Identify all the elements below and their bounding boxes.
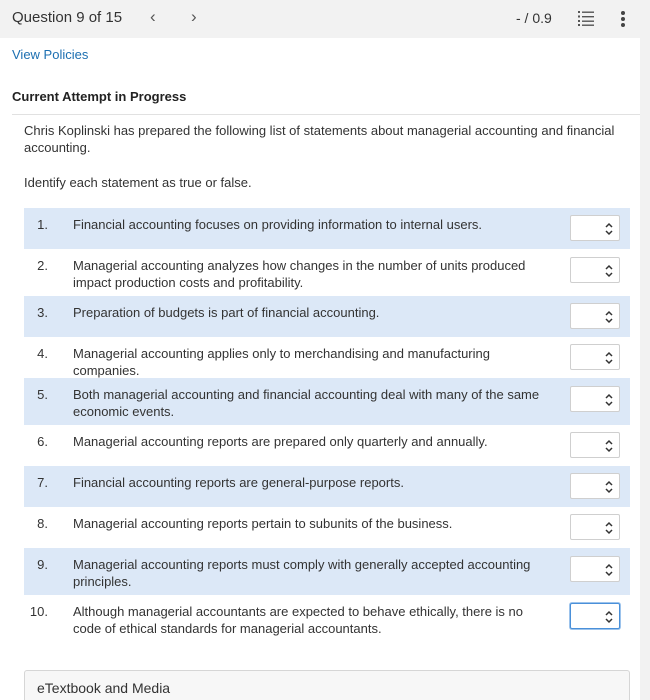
score-display: - / 0.9 bbox=[516, 10, 552, 26]
true-false-select[interactable] bbox=[570, 257, 620, 283]
table-row bbox=[24, 507, 630, 548]
question-instruction: Identify each statement as true or false. bbox=[24, 175, 252, 190]
table-row bbox=[24, 425, 630, 466]
statement-text: Managerial accounting applies only to merchandising and manufacturing companies. bbox=[73, 346, 490, 378]
question-panel bbox=[0, 38, 640, 700]
true-false-select[interactable] bbox=[570, 344, 620, 370]
true-false-select[interactable] bbox=[570, 473, 620, 499]
table-row bbox=[24, 208, 630, 249]
statement-number: 10. bbox=[29, 604, 48, 619]
question-intro: Chris Koplinski has prepared the following list of statements about managerial accounting and financial accounting. bbox=[24, 123, 615, 155]
question-header bbox=[0, 0, 650, 38]
table-row bbox=[24, 296, 630, 337]
chevron-up-down-icon bbox=[604, 563, 614, 577]
statement-text: Managerial accounting reports pertain to subunits of the business. bbox=[73, 516, 453, 531]
statement-number: 6. bbox=[37, 434, 48, 449]
chevron-up-down-icon bbox=[604, 439, 614, 453]
statement-text: Although managerial accountants are expected to behave ethically, there is no code of ethical standards for managerial accountants. bbox=[73, 604, 523, 636]
statement-text: Financial accounting focuses on providing information to internal users. bbox=[73, 217, 483, 232]
chevron-up-down-icon bbox=[604, 610, 614, 624]
statement-text: Preparation of budgets is part of financial accounting. bbox=[73, 305, 380, 320]
statement-number: 5. bbox=[37, 387, 48, 402]
table-row bbox=[24, 249, 630, 296]
attempt-title: Current Attempt in Progress bbox=[12, 89, 187, 104]
list-icon[interactable] bbox=[577, 9, 595, 27]
statement-number: 8. bbox=[37, 516, 48, 531]
statement-number: 1. bbox=[37, 217, 48, 232]
statement-number: 3. bbox=[37, 305, 48, 320]
table-row bbox=[24, 548, 630, 595]
statement-text: Managerial accounting reports are prepared only quarterly and annually. bbox=[73, 434, 488, 449]
statements-table bbox=[24, 208, 630, 642]
next-question-button[interactable]: › bbox=[191, 7, 197, 26]
statement-number: 4. bbox=[37, 346, 48, 361]
true-false-select[interactable] bbox=[570, 303, 620, 329]
statement-text: Managerial accounting reports must comply with generally accepted accounting principles. bbox=[73, 557, 531, 589]
chevron-up-down-icon bbox=[604, 264, 614, 278]
table-row bbox=[24, 595, 630, 642]
chevron-up-down-icon bbox=[604, 222, 614, 236]
chevron-up-down-icon bbox=[604, 521, 614, 535]
divider bbox=[12, 114, 640, 115]
true-false-select[interactable] bbox=[570, 556, 620, 582]
statement-number: 9. bbox=[37, 557, 48, 572]
table-row bbox=[24, 466, 630, 507]
more-vertical-icon[interactable] bbox=[616, 9, 630, 29]
true-false-select[interactable] bbox=[570, 386, 620, 412]
statement-number: 7. bbox=[37, 475, 48, 490]
statement-text: Both managerial accounting and financial accounting deal with many of the same economic events. bbox=[73, 387, 540, 419]
true-false-select[interactable] bbox=[570, 432, 620, 458]
table-row bbox=[24, 378, 630, 425]
chevron-up-down-icon bbox=[604, 310, 614, 324]
true-false-select[interactable] bbox=[570, 215, 620, 241]
view-policies-link[interactable]: View Policies bbox=[12, 47, 89, 62]
previous-question-button[interactable]: ‹ bbox=[150, 7, 156, 26]
chevron-up-down-icon bbox=[604, 393, 614, 407]
statement-number: 2. bbox=[37, 258, 48, 273]
table-row bbox=[24, 337, 630, 378]
true-false-select[interactable] bbox=[570, 603, 620, 629]
chevron-up-down-icon bbox=[604, 351, 614, 365]
statement-text: Managerial accounting analyzes how changes in the number of units produced impact production costs and profitability. bbox=[73, 258, 526, 290]
statement-text: Financial accounting reports are general-purpose reports. bbox=[73, 475, 404, 490]
etextbook-media-section[interactable] bbox=[24, 670, 630, 700]
etextbook-media-label: eTextbook and Media bbox=[37, 680, 171, 696]
true-false-select[interactable] bbox=[570, 514, 620, 540]
chevron-up-down-icon bbox=[604, 480, 614, 494]
question-counter: Question 9 of 15 bbox=[12, 9, 123, 26]
